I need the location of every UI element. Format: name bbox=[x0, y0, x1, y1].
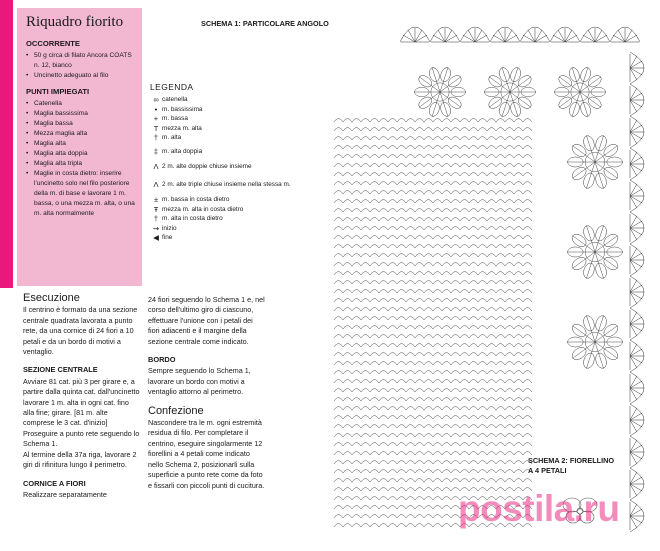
punti-heading: PUNTI IMPIEGATI bbox=[26, 87, 90, 96]
legend-label: mezza m. alta bbox=[162, 124, 202, 132]
schema2-label-line: SCHEMA 2: FIORELLINO bbox=[528, 456, 615, 465]
occorrente-item: • 50 g circa di filato Ancora COATS n. 12, bianco bbox=[26, 51, 136, 71]
back-loop-sc-symbol-icon: ± bbox=[153, 195, 159, 204]
sezione-text: Avviare 81 cat. più 3 per girare e, a partire dalla quinta cat. dall'uncinetto lavorare 1 m. alta in ogni cat. fino alla fine; girare. [81 m. alte comprese le 3 cat. d'inizio] bbox=[23, 376, 140, 428]
occorrente-item: • Uncinetto adeguato al filo bbox=[26, 71, 136, 81]
legend-row bbox=[150, 205, 330, 215]
slip-stitch-symbol-icon: • bbox=[154, 104, 158, 114]
legend-label: m. bassissima bbox=[162, 105, 203, 113]
cornice-text-cont: 24 fiori seguendo lo Schema 1 e, nel corso dell'ultimo giro di ciascuno, effettuare l'unione con i petali dei fiori adiacenti e il margine della sezione centrale come indicato. bbox=[148, 295, 265, 346]
legend-label: m. alta in costa dietro bbox=[162, 215, 223, 222]
legend-label: inizio bbox=[162, 224, 177, 232]
schema1-label: SCHEMA 1: PARTICOLARE ANGOLO bbox=[201, 19, 329, 28]
instructions-column-2 bbox=[148, 295, 266, 491]
end-arrow-icon: ◀ bbox=[153, 233, 159, 242]
esecuzione-heading: Esecuzione bbox=[23, 292, 80, 304]
punti-item: • Catenella bbox=[26, 99, 136, 109]
legend-row bbox=[150, 162, 330, 172]
punti-item: • Maglia bassissima bbox=[26, 109, 136, 119]
materials-box bbox=[17, 8, 142, 286]
punti-item: • Mezza maglia alta bbox=[26, 129, 136, 139]
schema2-label bbox=[528, 456, 628, 476]
legend-row bbox=[150, 105, 330, 115]
confezione-text: Nascondere tra le m. ogni estremità residua di filo. Per completare il centrino, eseguire singolarmente 12 fiorellini a 4 petali come indicato nello Schema 2, posizionarli sulla superficie a punto rete come da foto e fissarli con piccoli punti di cucitura. bbox=[148, 418, 265, 490]
punti-item: • Maglia bassa bbox=[26, 119, 136, 129]
legend-row bbox=[150, 124, 330, 134]
legend-row bbox=[150, 147, 330, 157]
watermark: postila.ru bbox=[458, 488, 620, 529]
legend-label: mezza m. alta in costa dietro bbox=[162, 205, 244, 213]
legend-label: m. bassa bbox=[162, 115, 188, 122]
back-loop-dc-symbol-icon: † bbox=[153, 214, 159, 223]
punti-item: • Maglia alta tripla bbox=[26, 159, 136, 169]
confezione-heading: Confezione bbox=[148, 404, 204, 417]
cornice-heading: CORNICE A FIORI bbox=[23, 478, 86, 488]
punti-item: • Maglie in costa dietro: inserire l'uncinetto solo nel filo posteriore della m. di base e lavorare 1 m. bassa, o una mezza m. alta, o una m. alta normalmente bbox=[26, 169, 136, 219]
legend-row bbox=[150, 195, 330, 205]
legend-title: LEGENDA bbox=[150, 82, 194, 92]
single-crochet-symbol-icon: + bbox=[153, 114, 159, 123]
half-double-symbol-icon: T bbox=[153, 123, 159, 133]
treble-cluster-symbol-icon: Λ bbox=[153, 162, 159, 171]
legend-row bbox=[150, 233, 330, 243]
legend-row bbox=[150, 214, 330, 224]
occorrente-list bbox=[26, 51, 136, 81]
sezione-text: Al termine della 37a riga, lavorare 2 giri di rifinitura lungo il perimetro. bbox=[23, 449, 137, 470]
legend-row bbox=[150, 133, 330, 143]
instructions-column-1 bbox=[23, 293, 141, 500]
pattern-title: Riquadro fiorito bbox=[26, 14, 124, 30]
punti-list bbox=[26, 99, 136, 219]
accent-bar bbox=[0, 0, 13, 288]
cornice-text: Realizzare separatamente bbox=[23, 489, 107, 499]
legend-label: 2 m. alte triple chiuse insieme nella stessa m. bbox=[162, 180, 291, 188]
legend-row bbox=[150, 224, 330, 234]
occorrente-heading: OCCORRENTE bbox=[26, 39, 81, 48]
legend-label: fine bbox=[162, 234, 173, 241]
triple-cluster-symbol-icon: Λ bbox=[153, 179, 159, 189]
sezione-heading: SEZIONE CENTRALE bbox=[23, 365, 98, 375]
treble-symbol-icon: ‡ bbox=[153, 146, 159, 156]
sezione-text: Proseguire a punto rete seguendo lo Schema 1. bbox=[23, 428, 140, 449]
legend-label: 2 m. alte doppie chiuse insieme bbox=[162, 163, 252, 170]
punti-item: • Maglia alta bbox=[26, 139, 136, 149]
bordo-text: Sempre seguendo lo Schema 1, lavorare un bordo con motivi a ventaglio attorno al perimetro. bbox=[148, 366, 251, 397]
chain-symbol-icon: ∞ bbox=[153, 95, 159, 104]
schema2-label-line: A 4 PETALI bbox=[528, 466, 567, 475]
legend-row bbox=[150, 180, 330, 190]
bordo-heading: BORDO bbox=[148, 355, 176, 365]
legend-label: m. alta doppia bbox=[162, 147, 203, 155]
back-loop-hdc-symbol-icon: Ŧ bbox=[153, 204, 159, 214]
legend-row bbox=[150, 95, 330, 105]
punti-item: • Maglia alta doppia bbox=[26, 149, 136, 159]
legend-label: m. bassa in costa dietro bbox=[162, 196, 230, 203]
legend-row bbox=[150, 114, 330, 124]
legend-label: m. alta bbox=[162, 134, 182, 141]
legend-label: catenella bbox=[162, 96, 188, 103]
start-arrow-icon: ⇝ bbox=[152, 223, 160, 233]
net-mesh bbox=[334, 119, 532, 528]
flower-motifs bbox=[414, 66, 623, 369]
legend bbox=[150, 82, 330, 243]
double-crochet-symbol-icon: † bbox=[153, 133, 159, 142]
esecuzione-text: Il centrino è formato da una sezione centrale quadrata lavorata a punto rete, da una cornice di 24 fiori a 10 petali e da un bordo di motivi a ventaglio. bbox=[23, 305, 138, 357]
